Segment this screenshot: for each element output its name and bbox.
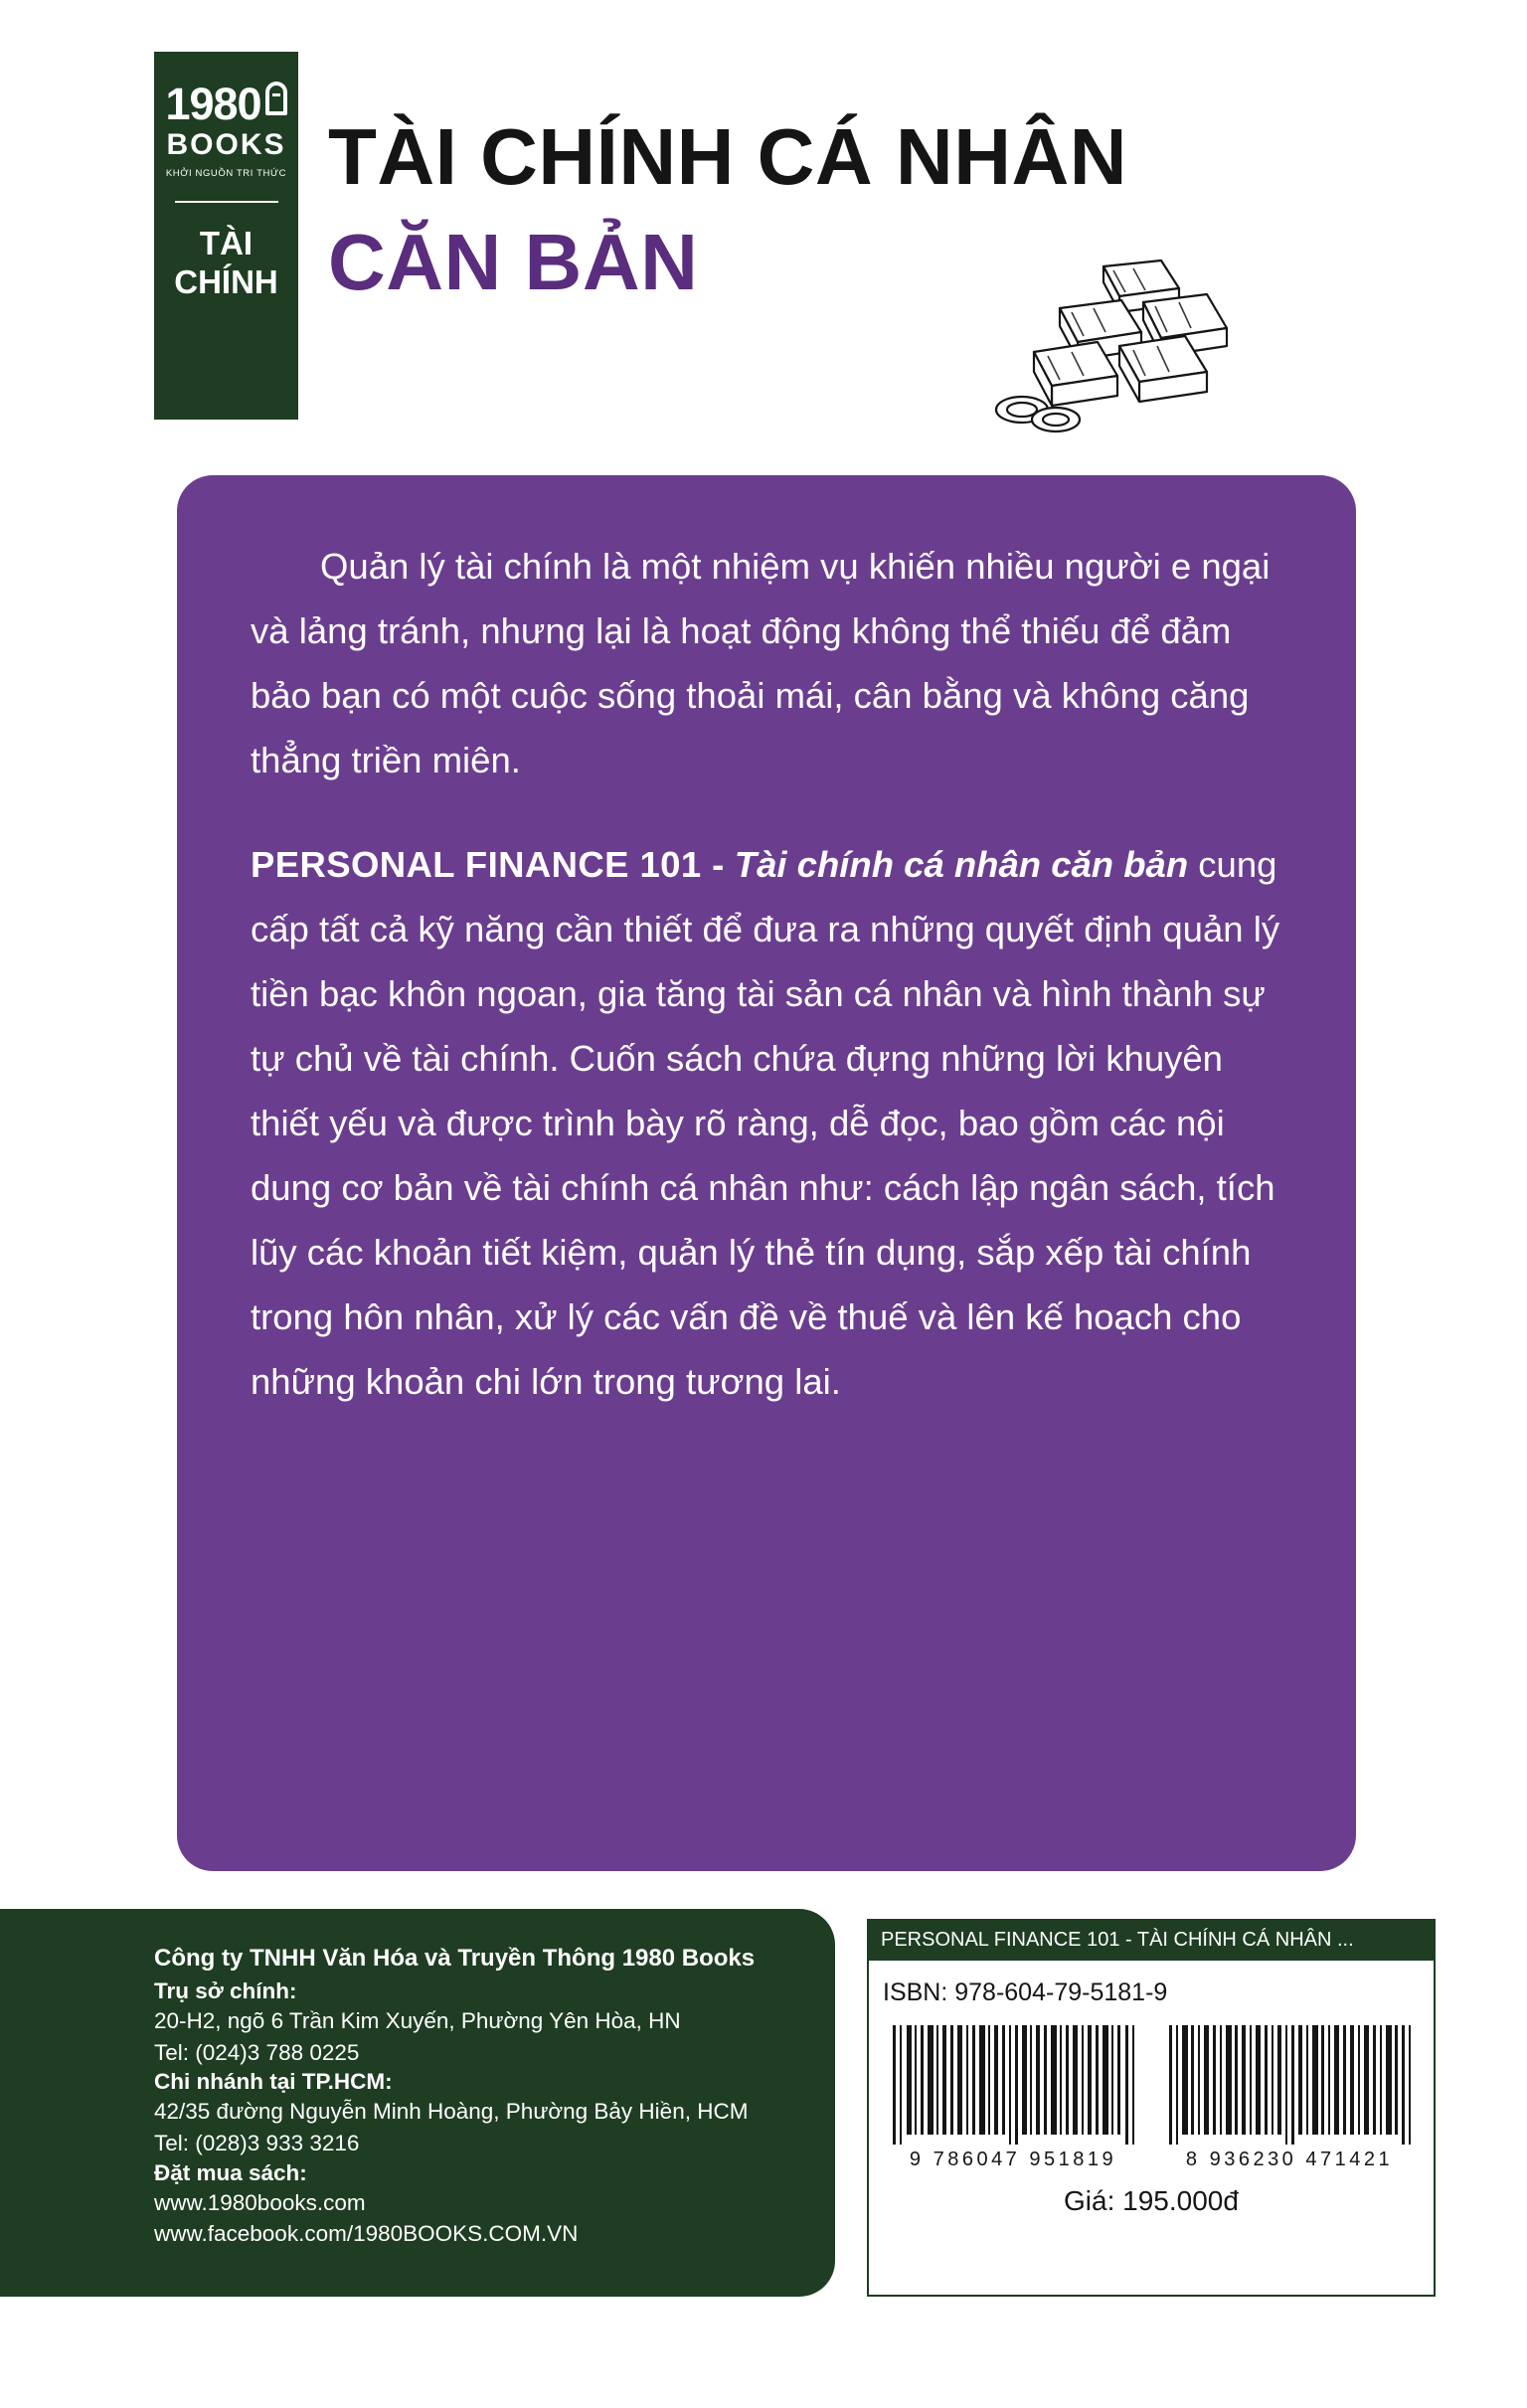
hq-label: Trụ sở chính: bbox=[154, 1978, 297, 2003]
company-name: Công ty TNHH Văn Hóa và Truyền Thông 1980 Books bbox=[154, 1945, 756, 1972]
website-link[interactable]: www.1980books.com bbox=[154, 2189, 366, 2215]
blurb-book-title-italic: Tài chính cá nhân căn bản bbox=[734, 843, 1189, 885]
facebook-link[interactable]: www.facebook.com/1980BOOKS.COM.VN bbox=[154, 2221, 579, 2247]
branch-address: 42/35 đường Nguyễn Minh Hoàng, Phường Bảy Hiền, HCM bbox=[154, 2099, 749, 2125]
hq-tel: Tel: (024)3 788 0225 bbox=[154, 2039, 360, 2065]
order-label: Đặt mua sách: bbox=[154, 2159, 307, 2185]
barcode-left-digits: 9 786047 951819 bbox=[909, 2149, 1117, 2170]
book-spine-icon bbox=[265, 82, 287, 115]
publisher-logo-number: 1980 bbox=[165, 79, 261, 129]
barcode-codes bbox=[869, 2007, 1434, 2171]
barcode-panel bbox=[867, 1919, 1436, 2297]
publisher-contact-block bbox=[0, 1909, 835, 2297]
barcode-left-bars bbox=[889, 2025, 1137, 2145]
blurb-paragraph-1: Quản lý tài chính là một nhiệm vụ khiến nhiều người e ngại và lảng tránh, nhưng lại là hoạt động không thể thiếu để đảm bảo bạn có một cuộc sống thoải mái, cân bằng và không căng thẳng triền miên. bbox=[251, 546, 1271, 780]
category-line-2: CHÍNH bbox=[174, 262, 278, 300]
price-text: Giá: 195.000đ bbox=[1064, 2185, 1239, 2216]
divider bbox=[175, 201, 278, 203]
title-line-1: TÀI CHÍNH CÁ NHÂN bbox=[328, 112, 1128, 201]
blurb-paragraph-2-rest: cung cấp tất cả kỹ năng cần thiết để đưa ra những quyết định quản lý tiền bạc khôn ngoan, gia tăng tài sản cá nhân và hình thành sự tự chủ về tài chính. Cuốn sách chứa đựng những lời khuyên thiết yếu và được trình bày rõ ràng, dễ đọc, bao gồm các nội dung cơ bản về tài chính cá nhân như: cách lập ngân sách, tích lũy các khoản tiết kiệm, quản lý thẻ tín dụng, sắp xếp tài chính trong hôn nhân, xử lý các vấn đề về thuế và lên kế hoạch cho những khoản chi lớn trong tương lai. bbox=[251, 843, 1280, 1402]
barcode-right-bars bbox=[1165, 2025, 1414, 2145]
branch-tel: Tel: (028)3 933 3216 bbox=[154, 2131, 360, 2156]
blurb-series-title: PERSONAL FINANCE 101 - bbox=[251, 843, 725, 885]
cover-header bbox=[0, 0, 1527, 467]
barcode-header-title: PERSONAL FINANCE 101 - TÀI CHÍNH CÁ NHÂN ... bbox=[869, 1921, 1434, 1961]
category-label bbox=[174, 225, 278, 302]
barcode-right-digits: 8 936230 471421 bbox=[1185, 2149, 1394, 2170]
title-line-2: CĂN BẢN bbox=[328, 218, 699, 306]
branch-label: Chi nhánh tại TP.HCM: bbox=[154, 2069, 393, 2095]
publisher-logo-word: BOOKS bbox=[166, 128, 286, 161]
back-cover-blurb bbox=[177, 475, 1356, 1871]
publisher-tagline: KHỞI NGUỒN TRI THỨC bbox=[165, 168, 287, 179]
publisher-band bbox=[154, 52, 298, 420]
category-line-1: TÀI bbox=[199, 225, 254, 261]
barcode-right bbox=[1165, 2025, 1414, 2171]
hq-address: 20-H2, ngõ 6 Trần Kim Xuyến, Phường Yên Hòa, HN bbox=[154, 2008, 681, 2033]
publisher-logo bbox=[165, 79, 286, 129]
isbn-text: ISBN: 978-604-79-5181-9 bbox=[883, 1978, 1168, 2006]
barcode-left bbox=[889, 2025, 1137, 2171]
blurb-paragraph-2 bbox=[251, 833, 1282, 1415]
gold-bars-illustration bbox=[994, 249, 1272, 437]
